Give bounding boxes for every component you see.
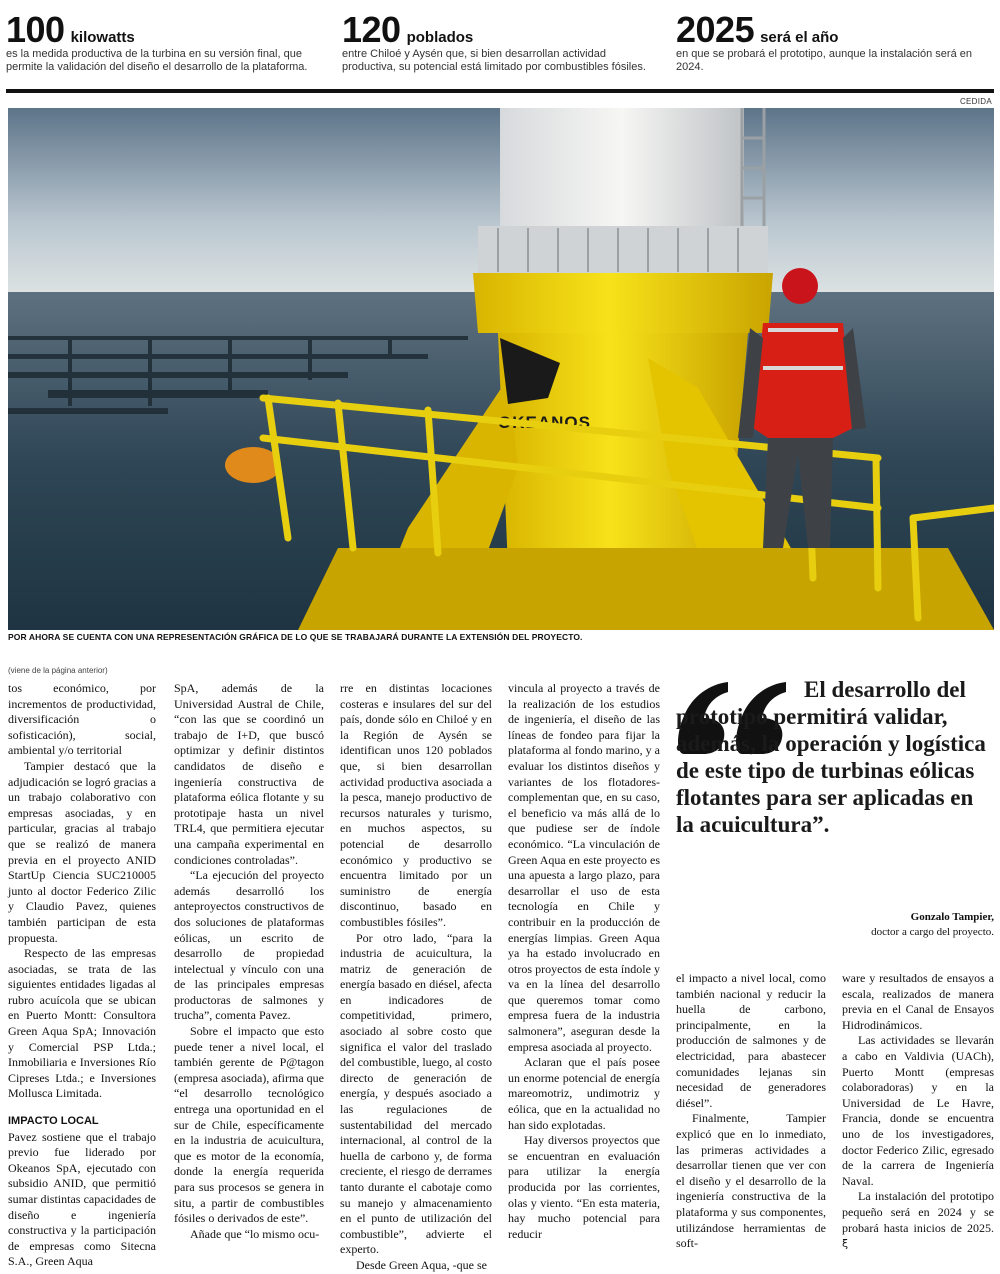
end-mark-icon: ξ [842,1237,849,1251]
turbine-tower [500,108,744,233]
quote-author: Gonzalo Tampier, [910,911,994,923]
stat-description: en que se probará el prototipo, aunque la instalación será en 2024. [676,48,972,73]
stat-description: es la medida productiva de la turbina en su versión final, que permite la validación del diseño el desarrollo de la plataforma. [6,48,308,73]
article-column-6 [842,971,994,1252]
photo-credit: CEDIDA [959,97,992,106]
paragraph-text: La instalación del prototipo pequeño será en 2024 y se probará hasta inicios de 2025. [842,1189,994,1235]
stat-kilowatts [6,10,326,74]
tower-flange [478,226,768,274]
turbine-illustration [8,108,994,630]
article-column-4 [508,681,660,1242]
section-heading: IMPACTO LOCAL [8,1115,99,1128]
stat-poblados [342,10,662,74]
paragraph [842,1189,994,1251]
stat-unit: poblados [406,29,474,46]
article-column-2 [174,681,324,1242]
pull-quote: El desarrollo del prototipo permitirá validar, además, la operación y logística de este tipo de turbinas eólicas flotantes para ser aplicadas en la acuicultura”. [676,677,986,837]
stat-description: entre Chiloé y Aysén que, si bien desarrollan actividad productiva, su potencial está limitado por combustibles fósiles. [342,48,646,73]
transition-piece [473,273,773,333]
paragraph: Añade que “lo mismo ocu- [190,1226,320,1241]
paragraph: Las actividades se llevarán a cabo en Valdivia (UACh), Puerto Montt (empresas colaboradoras) y en la Universidad de Le Havre, Francia, donde se encuentra uno de los investigadores, doctor Federico Zilic, egresado de la carrera de Ingeniería Naval. [842,1033,994,1188]
paragraph: Hay diversos proyectos que se encuentran en evaluación para utilizar la energía producida por las corrientes, olas y viento. “En esta materia, hay mucho potencial para reducir [508,1133,660,1241]
paragraph: Aclaran que el país posee un enorme potencial de energía mareomotriz, undimotriz y eólica, que en la actualidad no han sido explotadas. [508,1055,660,1132]
paragraph: rre en distintas locaciones costeras e insulares del sur del país, donde sólo en Chiloé y en la Región de Aysén se identifican unos 120 poblados que, si bien desarrollan actividad productiva asociada a la pesca, manejo productivo de recursos naturales y turismo, en muchos aspectos, su potencial de desarrollo económico y productivo se encuentra limitado por un suministro de energía discontinuo, basado en combustibles fósiles”. [340,681,492,929]
article-column-5 [676,971,826,1252]
paragraph: ware y resultados de ensayos a escala, realizados de manera previa en el Canal de Ensayos Hidrodinámicos. [842,971,994,1032]
paragraph: vincula al proyecto a través de la realización de los estudios de ingeniería, el diseño de las líneas de fondeo para fijar la plataforma al fondo marino, y a evaluar los distintos diseños y variantes de los flotadores-complementan que, en su caso, el beneficio va más allá de lo que pudiese ser de índole económico. “La vinculación de Green Aqua en este proyecto es una apuesta a largo plazo, para desarrollar el uso de esta tecnología en Chile y contribuir en la producción de energías limpias. Green Aqua ya ha estado involucrado en otros proyectos de esta índole y va en la línea del desarrollo que queremos tomar como empresa fuera de la industria salmonera”, aseguran desde la empresa asociada al proyecto. [508,681,660,1054]
stat-number: 2025 [676,9,755,50]
article-column-3 [340,681,492,1274]
paragraph: SpA, además de la Universidad Austral de Chile, “con las que se coordinó un trabajo de I+D, que buscó optimizar y definir distintos candidatos de diseño e ingeniería constructiva de plataforma eólica flotante y su prototipaje hasta un nivel TRL4, que permitiera ejecutar una campaña experimental en condiciones controladas”. [174,681,324,867]
stat-number: 120 [342,9,401,50]
paragraph: tos económico, por incrementos de productividad, diversificación o sofisticación), social, ambiental y/o territorial [8,681,156,758]
paragraph: Pavez sostiene que el trabajo previo fue liderado por Okeanos SpA, ejecutado con subsidio ANID, que permitió sumar distintas capacidades de diseño e ingeniería constructiva y la participación de empresas como Sitecna S.A., Green Aqua [8,1129,156,1269]
paragraph: Tampier destacó que la adjudicación se logró gracias a un trabajo colaborativo con empresas asociadas, y en particular, gracias al trabajo que se realizó de manera previa en el proyecto ANID StartUp Ciencia SUC210005 junto al doctor Federico Zilic y Claudio Pavez, quienes también participan de esta propuesta. [8,758,156,945]
article-column-1 [8,681,156,1270]
paragraph: Por otro lado, “para la industria de acuicultura, la matriz de generación de energía basado en diésel, afecta en indicadores de competitividad, primero, asociado al sobre costo que significa el valor del traslado del combustible, luego, al costo directo de generación de energía, y después asociado a las regulaciones de sustentabilidad del mercado internacional, al control de la huella de carbono y, de forma creciente, el riesgo de derrames tanto durante el cabotaje como su manejo y almacenamiento en el punto de utilización del combustible”, advierte el experto. [340,930,492,1257]
photo-caption: POR AHORA SE CUENTA CON UNA REPRESENTACIÓN GRÁFICA DE LO QUE SE TRABAJARÁ DURANTE LA EXTENSIÓN DEL PROYECTO. [8,632,583,642]
stat-unit: kilowatts [70,29,135,46]
okeanos-logo-text: OKEANOS [498,413,591,432]
paragraph: el impacto a nivel local, como también nacional y reducir la huella de carbono, principalmente, en la producción de salmones y de electricidad, para abastecer comunidades lejanas sin necesidad de generadores diésel”. [676,971,826,1110]
stat-number: 100 [6,9,65,50]
continued-note: (viene de la página anterior) [8,666,108,675]
paragraph: Sobre el impacto que esto puede tener a nivel local, el también gerente de P@tagon (empresa asociada), afirma que “el desarrollo tecnológico entrega una oportunidad en el sur de Chile, específicamente en la industria de acuicultura, que es motor de la economía, donde la energía requerida para sus procesos se genera in situ, a partir de combustibles fósiles o derivados de este”. [174,1024,324,1226]
paragraph: Respecto de las empresas asociadas, se trata de las siguientes entidades ligadas al rubro acuícola que se ubican en Puerto Montt: Consultora Green Aqua SpA; Innovación y Comercial PSP Ltda.; Inmobiliaria e Inversiones Río Cipreses Ltda.; e Inversiones Mollusca Limitada. [8,946,156,1101]
quote-author-role: doctor a cargo del proyecto. [871,926,994,938]
paragraph: “La ejecución del proyecto además desarrolló los anteproyectos constructivos de dos soluciones de plataformas eólicas, un escrito de desarrollo de propiedad intelectual y vínculo con una de las principales empresas productoras de salmones y trucha”, comenta Pavez. [174,868,324,1023]
paragraph: Finalmente, Tampier explicó que en lo inmediato, las primeras actividades a desarrollar tienen que ver con el diseño y el desarrollo de la ingeniería constructiva de la plataforma y sus componentes, utilizándose herramientas de soft- [676,1111,826,1251]
header-divider [6,89,994,93]
stat-year [676,10,996,74]
paragraph: Desde Green Aqua, -que se [356,1257,487,1272]
platform-deck [298,548,994,630]
stat-unit: será el año [760,29,839,46]
